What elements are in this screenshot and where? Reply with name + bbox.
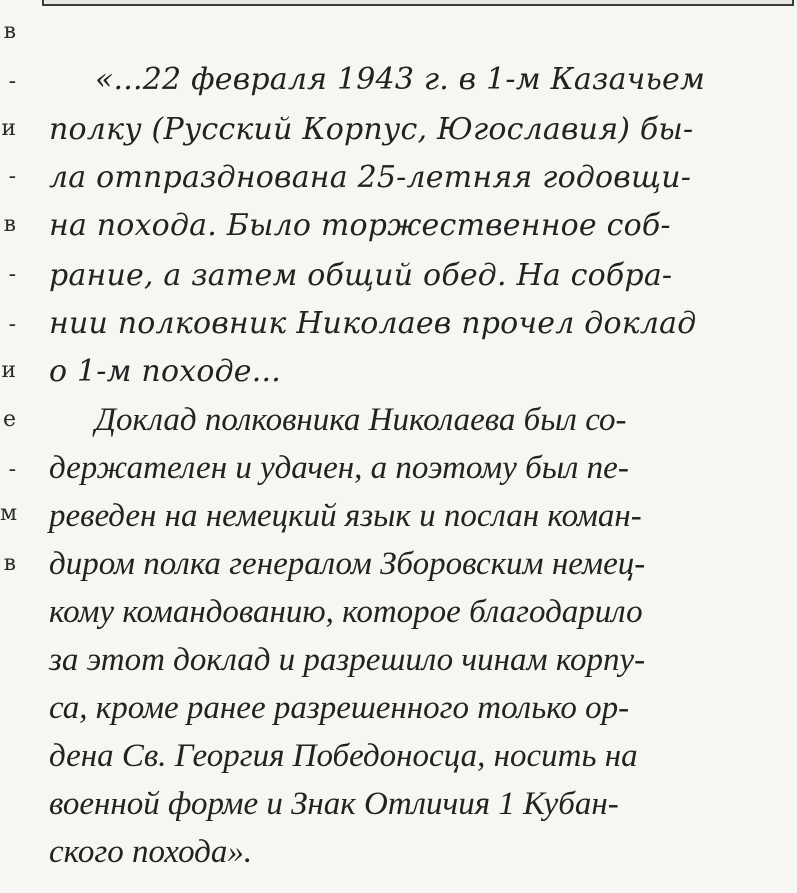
quote-line: са, кроме ранее разрешенного только ор- xyxy=(49,690,630,726)
quote-line: кому командованию, которое благодарило xyxy=(49,594,643,630)
left-fragment: в xyxy=(3,551,16,576)
quote-line: на похода. Было торжественное соб- xyxy=(49,208,671,243)
quote-line: нии полковник Николаев прочел доклад xyxy=(49,306,697,341)
quote-line: держателен и удачен, а поэтому был пе- xyxy=(49,450,629,486)
left-fragment: - xyxy=(8,457,16,482)
left-fragment: и xyxy=(1,358,16,383)
left-fragment: - xyxy=(8,312,16,337)
quote-line: «...22 февраля 1943 г. в 1-м Казачьем xyxy=(95,62,706,97)
left-fragment: и xyxy=(1,116,16,141)
quote-line: о 1-м походе... xyxy=(49,354,281,389)
quote-line: военной форме и Знак Отличия 1 Кубан- xyxy=(49,786,619,822)
left-fragment: - xyxy=(8,262,16,287)
quote-line: Доклад полковника Николаева был со- xyxy=(95,402,627,438)
left-fragment: - xyxy=(8,164,16,189)
quote-line: за этот доклад и разрешило чинам корпу- xyxy=(49,642,646,678)
top-text-box-border xyxy=(42,0,794,6)
quote-line: диром полка генералом Зборовским немец- xyxy=(49,546,646,582)
quote-line: реведен на немецкий язык и послан коман- xyxy=(49,498,642,534)
left-fragment: е xyxy=(2,407,16,432)
left-fragment: в xyxy=(3,19,16,44)
left-fragment: м xyxy=(0,501,18,526)
quote-line: полку (Русский Корпус, Югославия) бы- xyxy=(49,112,694,147)
left-fragment: - xyxy=(8,69,16,94)
quote-line: ского похода». xyxy=(49,834,253,870)
quote-line: ла отпразднована 25-летняя годовщи- xyxy=(49,160,692,195)
quote-line: рание, а затем общий обед. На собра- xyxy=(49,258,673,293)
left-fragment: в xyxy=(3,212,16,237)
quote-line: дена Св. Георгия Победоносца, носить на xyxy=(49,738,638,774)
